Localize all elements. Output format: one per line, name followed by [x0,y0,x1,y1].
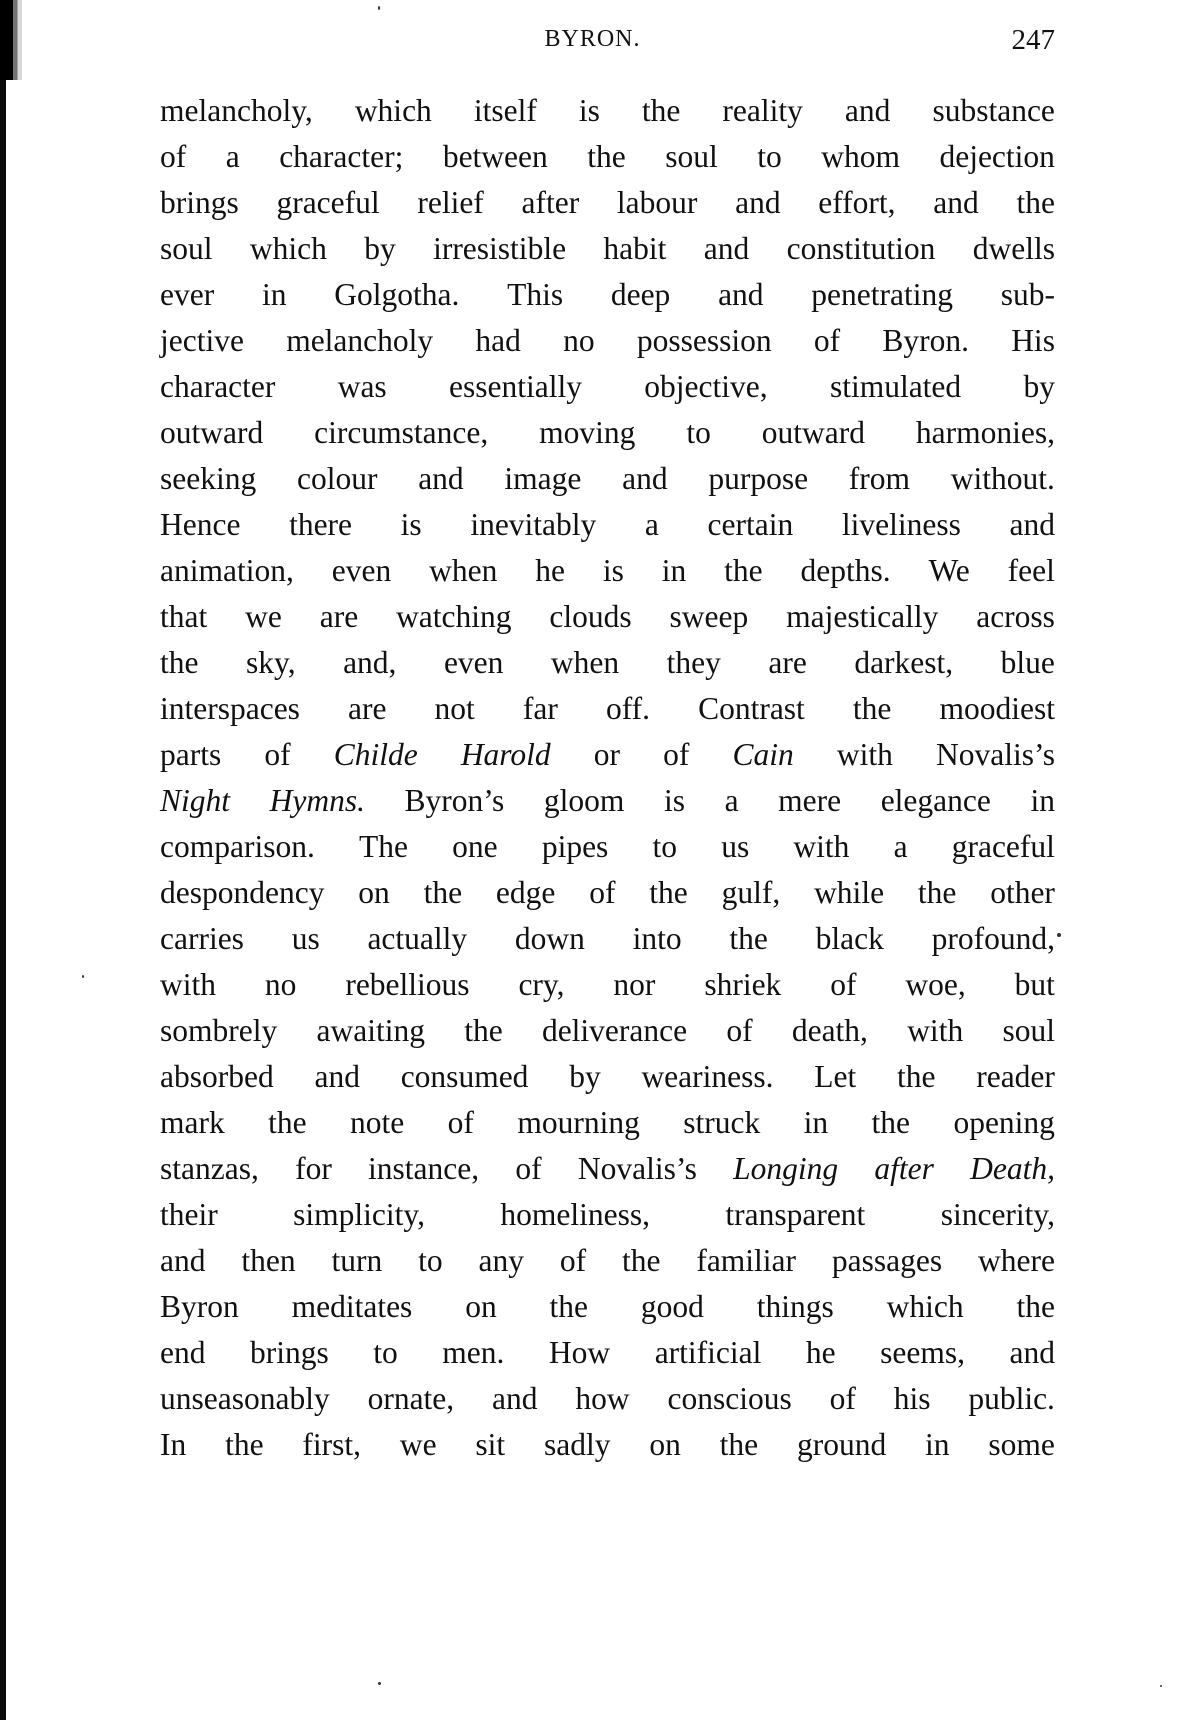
word: animation, [160,553,294,588]
word: a [644,507,659,542]
word: sombrely [160,1013,278,1048]
page-binding-shadow [0,0,22,80]
word: not [434,691,475,726]
text-line [160,1192,1055,1238]
italic-word: Harold [460,737,551,772]
word: Novalis’s [577,1151,697,1186]
word: shriek [704,967,782,1002]
word: The [359,829,408,864]
word: profound, [931,921,1055,956]
word: of [589,875,616,910]
word: across [976,599,1055,634]
word: of [447,1105,474,1140]
text-line [160,548,1055,594]
word: and [735,185,781,220]
word: dejection [939,139,1055,174]
word: the [587,139,626,174]
word: and [703,231,750,266]
italic-word: Longing [733,1151,839,1186]
text-line [160,272,1055,318]
word: of [559,1243,587,1278]
word: simplicity, [293,1197,425,1232]
word: and [492,1381,538,1416]
word: on [465,1289,497,1324]
word: conscious [667,1381,792,1416]
word: a [724,783,739,818]
word: in [1030,783,1055,818]
word: the [621,1243,661,1278]
word: reality [722,93,803,128]
word: and [1009,507,1055,542]
word: of [515,1151,542,1186]
word: Byron [160,1289,239,1324]
scan-speck [378,1682,381,1685]
word: Golgotha. [334,277,460,312]
word: depths. [800,553,891,588]
word: and [933,185,979,220]
word: the [1016,1289,1055,1324]
word: are [319,599,359,634]
word: to [373,1335,398,1370]
word: by [569,1059,601,1094]
word: any [478,1243,524,1278]
word: consumed [400,1059,529,1094]
word: on [649,1427,681,1462]
word: of [160,139,187,174]
word: the [225,1427,264,1462]
word: watching [396,599,512,634]
word: and [622,461,668,496]
word: is [602,553,624,588]
word: effort, [818,185,896,220]
word: things [756,1289,834,1324]
text-line [160,410,1055,456]
word: rebellious [345,967,470,1002]
word: with [160,967,217,1002]
scan-speck [1057,933,1061,937]
word: where [978,1243,1055,1278]
word: and [314,1059,360,1094]
word: parts [160,737,222,772]
word: first, [302,1427,362,1462]
word: irresistible [433,231,567,266]
body-text [160,88,1055,1468]
word: us [721,829,750,864]
word: us [291,921,320,956]
text-line [160,686,1055,732]
word: for [295,1151,332,1186]
word: whom [821,139,900,174]
word: in [261,277,287,312]
word: note [350,1105,405,1140]
word: familiar [696,1243,797,1278]
word: their [160,1197,218,1232]
word: he [535,553,565,588]
text-line [160,88,1055,134]
word: while [814,875,885,910]
word: edge [495,875,556,910]
word: when [429,553,498,588]
word: transparent [725,1197,866,1232]
word: darkest, [854,645,954,680]
scan-speck [82,975,84,978]
word: the [1016,185,1055,220]
word: and [718,277,764,312]
word: in [661,553,687,588]
word: homeliness, [500,1197,650,1232]
text-line [160,318,1055,364]
word: soul [1002,1013,1055,1048]
word: labour [616,185,698,220]
word: we [399,1427,437,1462]
word: character; [279,139,404,174]
word: they [666,645,721,680]
word: Contrast [698,691,805,726]
word: graceful [276,185,380,220]
word: to [686,415,711,450]
word: there [289,507,353,542]
word: habit [603,231,667,266]
word: gloom [543,783,625,818]
word: objective, [644,369,768,404]
word: with [836,737,893,772]
word: and, [343,645,397,680]
word: sit [475,1427,506,1462]
word: the [160,645,199,680]
word: brings [250,1335,329,1370]
word: good [640,1289,704,1324]
word: which [249,231,327,266]
word: itself [473,93,537,128]
word: how [575,1381,630,1416]
word: he [805,1335,836,1370]
word: pipes [541,829,609,864]
word: the [852,691,892,726]
word: even [331,553,392,588]
word: soul [665,139,718,174]
word: elegance [880,783,991,818]
text-line [160,732,1055,778]
word: possession [636,323,772,358]
word: Hence [160,507,241,542]
word: melancholy [286,323,434,358]
word: reader [976,1059,1055,1094]
word: men. [442,1335,505,1370]
word: end [160,1335,206,1370]
word: ever [160,277,215,312]
word: with [793,829,850,864]
italic-word: after [874,1151,934,1186]
word: sky, [245,645,296,680]
word: clouds [549,599,632,634]
word: carries [160,921,244,956]
word: Novalis’s [935,737,1055,772]
italic-word: Hymns. [269,783,365,818]
word: the [464,1013,503,1048]
word: despondency [160,875,325,910]
word: the [719,1427,759,1462]
word: to [418,1243,443,1278]
word: which [354,93,432,128]
word: is [578,93,600,128]
word: sincerity, [940,1197,1055,1232]
word: a [225,139,240,174]
word: between [442,139,548,174]
word: Byron. [882,323,969,358]
word: that [160,599,208,634]
word: by [1023,369,1055,404]
word: in [925,1427,950,1462]
word: moodiest [939,691,1055,726]
text-line [160,226,1055,272]
word: circumstance, [314,415,489,450]
italic-word: Childe [333,737,418,772]
word: harmonies, [915,415,1055,450]
word: public. [968,1381,1055,1416]
word: sadly [544,1427,611,1462]
word: meditates [291,1289,413,1324]
word: unseasonably [160,1381,330,1416]
word: no [563,323,595,358]
italic-word: Cain [732,737,794,772]
word: the [423,875,463,910]
word: which [886,1289,964,1324]
word: essentially [449,369,582,404]
word: into [632,921,682,956]
word: ground [796,1427,887,1462]
word: stimulated [829,369,962,404]
word: or [593,737,621,772]
word: when [550,645,620,680]
word: the [641,93,681,128]
word: of [829,1381,856,1416]
word: feel [1007,553,1055,588]
text-line [160,962,1055,1008]
word: deliverance [541,1013,688,1048]
text-line [160,870,1055,916]
word: sub- [1000,277,1055,312]
word: the [268,1105,307,1140]
word: gulf, [721,875,781,910]
word: opening [953,1105,1055,1140]
word: and [1009,1335,1055,1370]
text-line [160,824,1055,870]
word: moving [539,415,636,450]
word: His [1011,323,1055,358]
word: Byron’s [404,783,505,818]
italic-word: Night [160,783,231,818]
word: from [848,461,911,496]
text-line [160,1238,1055,1284]
word: dwells [972,231,1055,266]
word: the [871,1105,911,1140]
word: of [830,967,857,1002]
word: mark [160,1105,225,1140]
word: then [241,1243,296,1278]
word: even [443,645,504,680]
word: purpose [708,461,809,496]
word: but [1014,967,1055,1002]
word: In [160,1427,187,1462]
word: penetrating [811,277,953,312]
word: ornate, [367,1381,455,1416]
word: seems, [880,1335,965,1370]
word: his [893,1381,931,1416]
text-line [160,502,1055,548]
word: the [729,921,768,956]
word: instance, [368,1151,480,1186]
word: seeking [160,461,257,496]
running-head [160,26,1055,66]
text-line [160,1422,1055,1468]
text-line [160,180,1055,226]
word: in [803,1105,829,1140]
word: constitution [786,231,936,266]
page-binding-edge [0,0,6,1720]
word: to [652,829,678,864]
word: a [893,829,908,864]
running-title: BYRON. [544,26,641,52]
word: majestically [786,599,939,634]
text-line [160,1376,1055,1422]
word: without. [950,461,1055,496]
word: far [522,691,558,726]
text-line [160,916,1055,962]
text-line [160,1146,1055,1192]
word: colour [296,461,378,496]
word: passages [831,1243,943,1278]
word: other [990,875,1055,910]
word: turn [331,1243,383,1278]
word: woe, [905,967,966,1002]
word: are [348,691,387,726]
word: substance [932,93,1055,128]
word: on [358,875,390,910]
word: mourning [517,1105,640,1140]
word: outward [160,415,264,450]
word: and [418,461,464,496]
word: after [521,185,580,220]
word: are [768,645,807,680]
word: character [160,369,276,404]
word: soul [160,231,213,266]
text-line [160,456,1055,502]
word: black [815,921,884,956]
scan-speck [378,6,380,10]
word: We [928,553,970,588]
word: some [988,1427,1055,1462]
word: struck [683,1105,761,1140]
word: comparison. [160,829,315,864]
word: no [264,967,297,1002]
word: brings [160,185,239,220]
word: actually [367,921,468,956]
word: we [245,599,282,634]
word: the [724,553,763,588]
word: cry, [518,967,565,1002]
word: by [364,231,396,266]
word: outward [761,415,865,450]
word: mere [778,783,842,818]
word: death, [791,1013,868,1048]
word: weariness. [641,1059,774,1094]
word: of [663,737,690,772]
word: and [160,1243,206,1278]
text-line [160,778,1055,824]
text-line [160,134,1055,180]
word: the [917,875,957,910]
word: down [514,921,585,956]
text-line [160,594,1055,640]
text-line [160,1330,1055,1376]
word: interspaces [160,691,300,726]
word: off. [605,691,650,726]
word: of [264,737,291,772]
word: graceful [951,829,1055,864]
word: liveliness [841,507,961,542]
word: of [726,1013,753,1048]
word: nor [613,967,656,1002]
word: artificial [654,1335,762,1370]
word: This [507,277,564,312]
word: had [475,323,521,358]
word: jective [160,323,244,358]
word: inevitably [470,507,597,542]
word: sweep [669,599,749,634]
scan-speck [1160,1685,1162,1687]
page-number: 247 [1011,24,1055,56]
word: and [844,93,891,128]
word: the [897,1059,936,1094]
word: melancholy, [160,93,313,128]
italic-word: Death, [970,1151,1055,1186]
word: Let [814,1059,857,1094]
text-line [160,1054,1055,1100]
word: one [452,829,498,864]
word: with [907,1013,964,1048]
text-line [160,1284,1055,1330]
word: deep [610,277,671,312]
word: blue [1000,645,1055,680]
text-line [160,640,1055,686]
word: relief [417,185,484,220]
word: certain [707,507,794,542]
word: is [663,783,685,818]
word: is [400,507,422,542]
word: awaiting [316,1013,425,1048]
word: the [549,1289,589,1324]
word: the [649,875,688,910]
text-line [160,1008,1055,1054]
word: absorbed [160,1059,274,1094]
word: to [757,139,782,174]
text-line [160,364,1055,410]
word: image [504,461,582,496]
word: How [548,1335,611,1370]
word: of [813,323,841,358]
text-line [160,1100,1055,1146]
word: was [337,369,387,404]
word: stanzas, [160,1151,259,1186]
